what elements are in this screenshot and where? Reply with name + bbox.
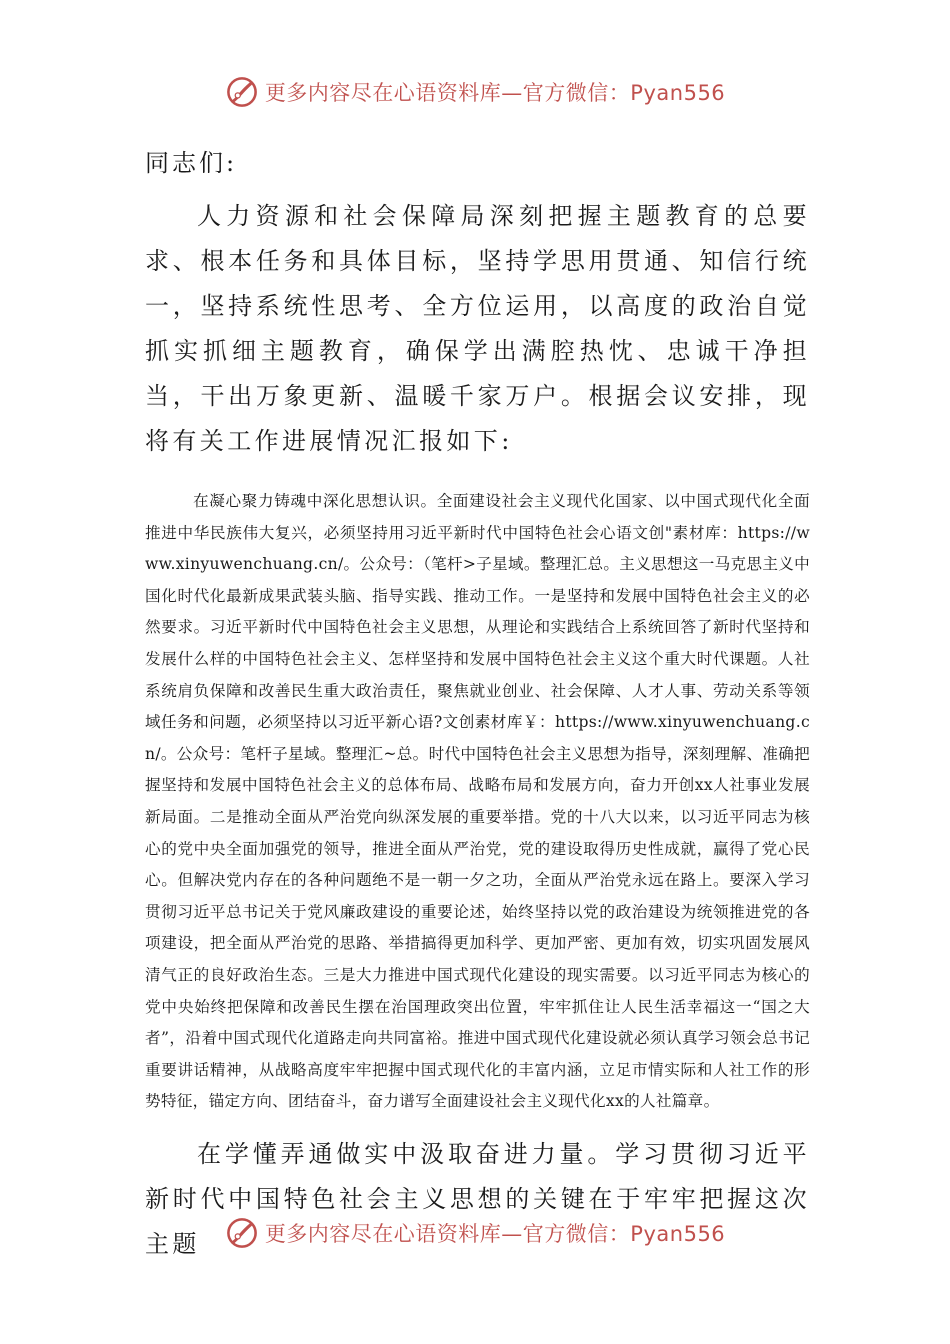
watermark-footer xyxy=(0,1213,950,1253)
body-paragraph-small: 在凝心聚力铸魂中深化思想认识。全面建设社会主义现代化国家、以中国式现代化全面推进中华民族伟大复兴，必须坚持用习近平新时代中国特色社会心语文创"素材库：https://www.xinyuwenchuang.cn/。公众号：（笔杆>子星域。整理汇总。主义思想这一马克思主义中国化时代化最新成果武装头脑、指导实践、推动工作。一是坚持和发展中国特色社会主义的必然要求。习近平新时代中国特色社会主义思想，从理论和实践结合上系统回答了新时代坚持和发展什么样的中国特色社会主义、怎样坚持和发展中国特色社会主义这个重大时代课题。人社系统肩负保障和改善民生重大政治责任，聚焦就业创业、社会保障、人才人事、劳动关系等领域任务和问题，必须坚持以习近平新心语?文创素材库￥：https://www.xinyuwenchuang.cn/。公众号：笔杆子星域。整理汇~总。时代中国特色社会主义思想为指导，深刻理解、准确把握坚持和发展中国特色社会主义的总体布局、战略布局和发展方向，奋力开创xx人社事业发展新局面。二是推动全面从严治党向纵深发展的重要举措。党的十八大以来，以习近平同志为核心的党中央全面加强党的领导，推进全面从严治党，党的建设取得历史性成就，赢得了党心民心。但解决党内存在的各种问题绝不是一朝一夕之功，全面从严治党永远在路上。要深入学习贯彻习近平总书记关于党风廉政建设的重要论述，始终坚持以党的政治建设为统领推进党的各项建设，把全面从严治党的思路、举措搞得更加科学、更加严密、更加有效，切实巩固发展风清气正的良好政治生态。三是大力推进中国式现代化建设的现实需要。以习近平同志为核心的党中央始终把保障和改善民生摆在治国理政突出位置，牢牢抓住让人民生活幸福这一“国之大者”，沿着中国式现代化道路走向共同富裕。推进中国式现代化建设就必须认真学习领会总书记重要讲话精神，从战略高度牢牢把握中国式现代化的丰富内涵，立足市情实际和人社工作的形势特征，锚定方向、团结奋斗，奋力谱写全面建设社会主义现代化xx的人社篇章。 xyxy=(145,492,811,1111)
watermark-text: 更多内容尽在心语资料库—官方微信：Pyan556 xyxy=(264,81,726,105)
section-paragraph: 在学懂弄通做实中汲取奋进力量。学习贯彻习近平新时代中国特色社会主义思想的关键在于牢牢把握这次主题 xyxy=(145,1139,810,1258)
greeting: 同志们: xyxy=(145,149,238,177)
watermark-header xyxy=(0,72,950,112)
document-body xyxy=(145,140,810,1267)
watermark-text: 更多内容尽在心语资料库—官方微信：Pyan556 xyxy=(264,1222,726,1246)
intro-paragraph: 人力资源和社会保障局深刻把握主题教育的总要求、根本任务和具体目标，坚持学思用贯通、知信行统一，坚持系统性思考、全方位运用，以高度的政治自觉抓实抓细主题教育，确保学出满腔热忱、忠诚干净担当，干出万象更新、温暖千家万户。根据会议安排，现将有关工作进展情况汇报如下: xyxy=(145,202,810,455)
pen-nib-logo-icon xyxy=(225,1216,259,1250)
pen-nib-logo-icon xyxy=(225,75,259,109)
